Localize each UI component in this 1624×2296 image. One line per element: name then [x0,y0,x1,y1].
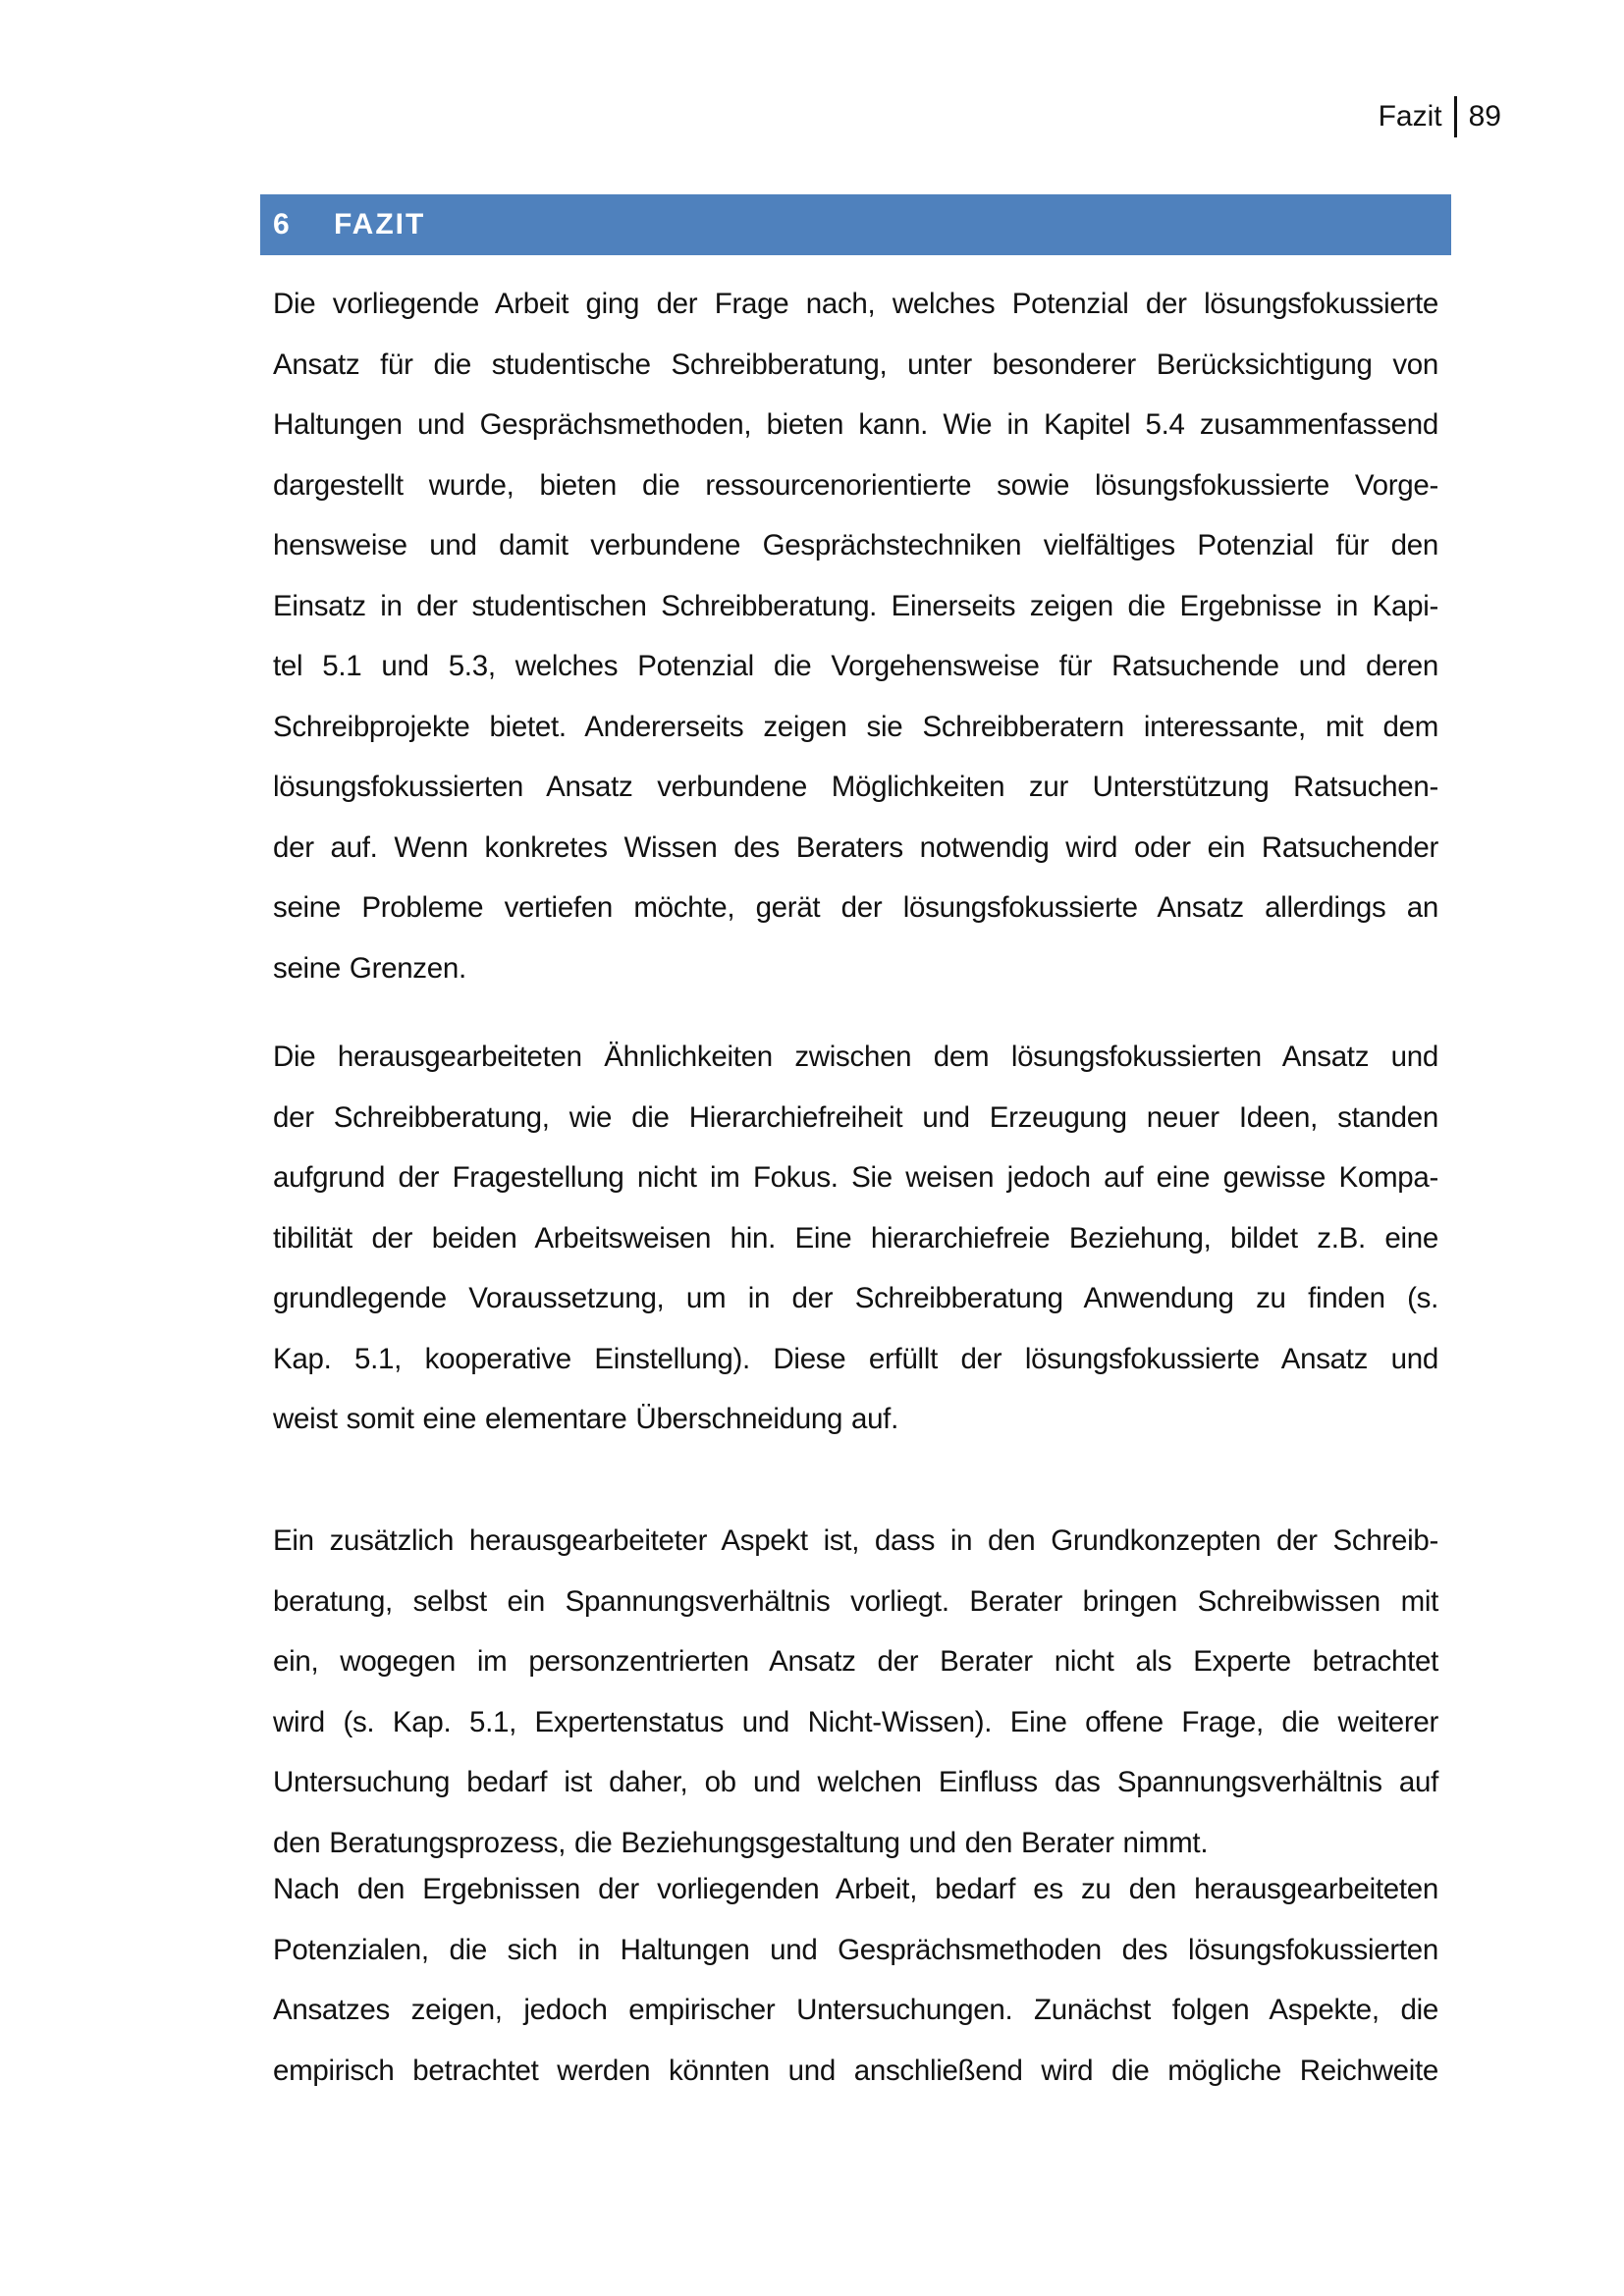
chapter-heading [260,194,1451,255]
paragraph-4 [273,1859,1438,2101]
text-line: Ansatzes zeigen, jedoch empirischer Untersuchungen. Zunächst folgen Aspekte, die [273,1994,1438,2026]
text-line: hensweise und damit verbundene Gesprächstechniken vielfältiges Potenzial für den [273,529,1438,561]
text-line: tibilität der beiden Arbeitsweisen hin. Eine hierarchiefreie Beziehung, bildet z.B. eine [273,1221,1438,1255]
text-line: ein, wogegen im personzentrierten Ansatz der Berater nicht als Experte betrachtet [273,1645,1438,1678]
text-line: Einsatz in der studentischen Schreibberatung. Einerseits zeigen die Ergebnisse in Kapi- [273,589,1438,622]
text-line: Ansatz für die studentische Schreibberatung, unter besonderer Berücksichtigung von [273,347,1438,381]
text-line: aufgrund der Fragestellung nicht im Fokus. Sie weisen jedoch auf eine gewisse Kompa- [273,1161,1438,1194]
text-line: wird (s. Kap. 5.1, Expertenstatus und Nicht-Wissen). Eine offene Frage, die weiterer [273,1705,1438,1738]
text-line: der auf. Wenn konkretes Wissen des Beraters notwendig wird oder ein Ratsuchender [273,830,1438,864]
text-line: dargestellt wurde, bieten die ressourcenorientierte sowie lösungsfokussierte Vorge- [273,468,1438,502]
paragraph-1 [273,274,1438,998]
text-line: Nach den Ergebnissen der vorliegenden Arbeit, bedarf es zu den herausgearbeiteten [273,1873,1438,1905]
page-header [1379,96,1501,137]
text-line: lösungsfokussierten Ansatz verbundene Möglichkeiten zur Unterstützung Ratsuchen- [273,771,1438,803]
chapter-number: 6 [273,208,292,240]
text-line: Ein zusätzlich herausgearbeiteter Aspekt ist, dass in den Grundkonzepten der Schreib- [273,1524,1438,1557]
text-line: tel 5.1 und 5.3, welches Potenzial die Vorgehensweise für Ratsuchende und deren [273,650,1438,682]
text-line: Haltungen und Gesprächsmethoden, bieten kann. Wie in Kapitel 5.4 zusammenfassend [273,408,1438,441]
text-line: Die vorliegende Arbeit ging der Frage nach, welches Potenzial der lösungsfokussierte [273,288,1438,320]
chapter-title: FAZIT [334,208,426,240]
text-line: Die herausgearbeiteten Ähnlichkeiten zwischen dem lösungsfokussierten Ansatz und [273,1041,1438,1073]
text-line: seine Grenzen. [273,951,466,985]
text-line: seine Probleme vertiefen möchte, gerät der lösungsfokussierte Ansatz allerdings an [273,891,1438,924]
running-title: Fazit [1378,100,1442,133]
text-line: Schreibprojekte bietet. Andererseits zeigen sie Schreibberatern interessante, mit dem [273,710,1438,743]
text-line: der Schreibberatung, wie die Hierarchiefreiheit und Erzeugung neuer Ideen, standen [273,1100,1438,1134]
text-line: Untersuchung bedarf ist daher, ob und welchen Einfluss das Spannungsverhältnis auf [273,1766,1438,1798]
text-line: weist somit eine elementare Überschneidung auf. [273,1403,898,1435]
text-line: Potenzialen, die sich in Haltungen und Gesprächsmethoden des lösungsfokussierten [273,1933,1438,1966]
text-line: den Beratungsprozess, die Beziehungsgestaltung und den Berater nimmt. [273,1826,1209,1859]
text-line: grundlegende Voraussetzung, um in der Schreibberatung Anwendung zu finden (s. [273,1282,1438,1314]
text-line: Kap. 5.1, kooperative Einstellung). Diese erfüllt der lösungsfokussierte Ansatz und [273,1342,1438,1375]
text-line: empirisch betrachtet werden könnten und anschließend wird die mögliche Reichweite [273,2054,1438,2087]
paragraph-2 [273,1027,1438,1450]
text-line: beratung, selbst ein Spannungsverhältnis vorliegt. Berater bringen Schreibwissen mit [273,1584,1438,1618]
page-number: 89 [1468,100,1501,133]
paragraph-3 [273,1511,1438,1873]
